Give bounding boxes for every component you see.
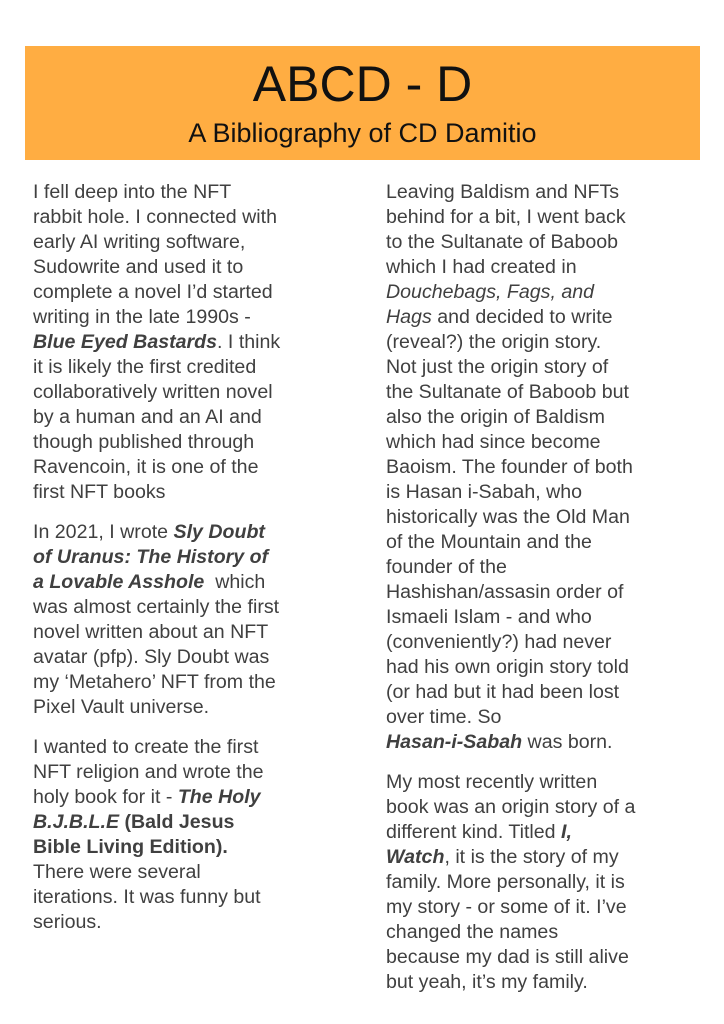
text-line: to the Sultanate of Baboob bbox=[386, 231, 619, 253]
book-title: Blue Eyed Bastards bbox=[33, 331, 218, 353]
page-title: ABCD - D bbox=[252, 56, 473, 112]
book-title: I, bbox=[561, 821, 572, 843]
text-line: Baoism. The founder of both bbox=[386, 456, 633, 478]
paragraph-blue-eyed-bastards bbox=[33, 180, 315, 505]
text-line: the Sultanate of Baboob but bbox=[386, 381, 629, 403]
book-title: Watch bbox=[386, 846, 445, 868]
text-line: serious. bbox=[33, 911, 102, 933]
text-fragment: different kind. Titled bbox=[386, 821, 561, 843]
text-line: it is likely the first credited bbox=[33, 356, 257, 378]
book-subtitle: (Bald Jesus bbox=[119, 811, 235, 833]
text-line: family. More personally, it is bbox=[386, 871, 625, 893]
text-line: There were several bbox=[33, 861, 201, 883]
book-subtitle: Bible Living Edition). bbox=[33, 836, 228, 858]
text-line: of the Mountain and the bbox=[386, 531, 592, 553]
text-line: My most recently written bbox=[386, 771, 598, 793]
text-line: Ismaeli Islam - and who bbox=[386, 606, 592, 628]
text-line: Pixel Vault universe. bbox=[33, 696, 210, 718]
text-fragment: , it is the story of my bbox=[444, 846, 619, 868]
text-line bbox=[33, 520, 315, 545]
book-title: a Lovable Asshole bbox=[33, 571, 205, 593]
text-line: NFT religion and wrote the bbox=[33, 761, 264, 783]
text-line: but yeah, it’s my family. bbox=[386, 971, 588, 993]
text-line: Sudowrite and used it to bbox=[33, 256, 244, 278]
text-line: over time. So bbox=[386, 706, 502, 728]
text-line: avatar (pfp). Sly Doubt was bbox=[33, 646, 270, 668]
book-title: Hasan-i-Sabah bbox=[386, 731, 523, 753]
text-line: (or had but it had been lost bbox=[386, 681, 620, 703]
text-line: my story - or some of it. I’ve bbox=[386, 896, 627, 918]
text-fragment: In 2021, I wrote bbox=[33, 521, 174, 543]
text-line bbox=[386, 820, 676, 845]
book-title: Douchebags, Fags, and bbox=[386, 281, 595, 303]
text-line: Hashishan/assasin order of bbox=[386, 581, 624, 603]
text-line: rabbit hole. I connected with bbox=[33, 206, 277, 228]
text-line: writing in the late 1990s - bbox=[33, 306, 251, 328]
header-banner bbox=[25, 46, 700, 160]
text-line: Not just the origin story of bbox=[386, 356, 609, 378]
text-line bbox=[33, 810, 315, 835]
text-line: which had since become bbox=[386, 431, 601, 453]
text-line: Ravencoin, it is one of the bbox=[33, 456, 259, 478]
text-line: changed the names bbox=[386, 921, 559, 943]
text-line: because my dad is still alive bbox=[386, 946, 629, 968]
text-line: had his own origin story told bbox=[386, 656, 629, 678]
text-line: behind for a bit, I went back bbox=[386, 206, 626, 228]
text-line: first NFT books bbox=[33, 481, 166, 503]
text-line bbox=[33, 330, 315, 355]
page-subtitle: A Bibliography of CD Damitio bbox=[188, 118, 537, 148]
paragraph-i-watch bbox=[386, 770, 676, 995]
text-line: by a human and an AI and bbox=[33, 406, 262, 428]
book-title: Sly Doubt bbox=[173, 521, 265, 543]
text-line: (conveniently?) had never bbox=[386, 631, 612, 653]
text-line: early AI writing software, bbox=[33, 231, 246, 253]
right-column bbox=[386, 180, 676, 1010]
text-line: though published through bbox=[33, 431, 255, 453]
text-line: was almost certainly the first bbox=[33, 596, 280, 618]
text-line bbox=[33, 785, 315, 810]
text-line bbox=[386, 305, 676, 330]
text-line: my ‘Metahero’ NFT from the bbox=[33, 671, 276, 693]
text-line: which I had created in bbox=[386, 256, 577, 278]
book-title: The Holy bbox=[177, 786, 261, 808]
text-line: historically was the Old Man bbox=[386, 506, 630, 528]
text-line: founder of the bbox=[386, 556, 507, 578]
text-fragment: . I think bbox=[217, 331, 281, 353]
book-title: of Uranus: The History of bbox=[33, 546, 269, 568]
text-line: iterations. It was funny but bbox=[33, 886, 261, 908]
text-line: I wanted to create the first bbox=[33, 736, 259, 758]
text-fragment: and decided to write bbox=[431, 306, 613, 328]
text-fragment: which bbox=[204, 571, 266, 593]
left-column bbox=[33, 180, 315, 950]
text-line: book was an origin story of a bbox=[386, 796, 636, 818]
text-line: Leaving Baldism and NFTs bbox=[386, 181, 620, 203]
text-line: also the origin of Baldism bbox=[386, 406, 605, 428]
text-fragment: holy book for it - bbox=[33, 786, 178, 808]
paragraph-hasan-i-sabah bbox=[386, 180, 676, 755]
book-title: B.J.B.L.E bbox=[33, 811, 120, 833]
text-line: novel written about an NFT bbox=[33, 621, 269, 643]
text-line: I fell deep into the NFT bbox=[33, 181, 232, 203]
paragraph-sly-doubt bbox=[33, 520, 315, 720]
text-line: (reveal?) the origin story. bbox=[386, 331, 602, 353]
book-title: Hags bbox=[386, 306, 432, 328]
text-line bbox=[386, 730, 676, 755]
text-line: collaboratively written novel bbox=[33, 381, 273, 403]
text-line bbox=[33, 570, 315, 595]
text-line: is Hasan i-Sabah, who bbox=[386, 481, 583, 503]
text-fragment: was born. bbox=[522, 731, 613, 753]
text-line bbox=[386, 845, 676, 870]
paragraph-holy-bjble bbox=[33, 735, 315, 935]
text-line: complete a novel I’d started bbox=[33, 281, 273, 303]
